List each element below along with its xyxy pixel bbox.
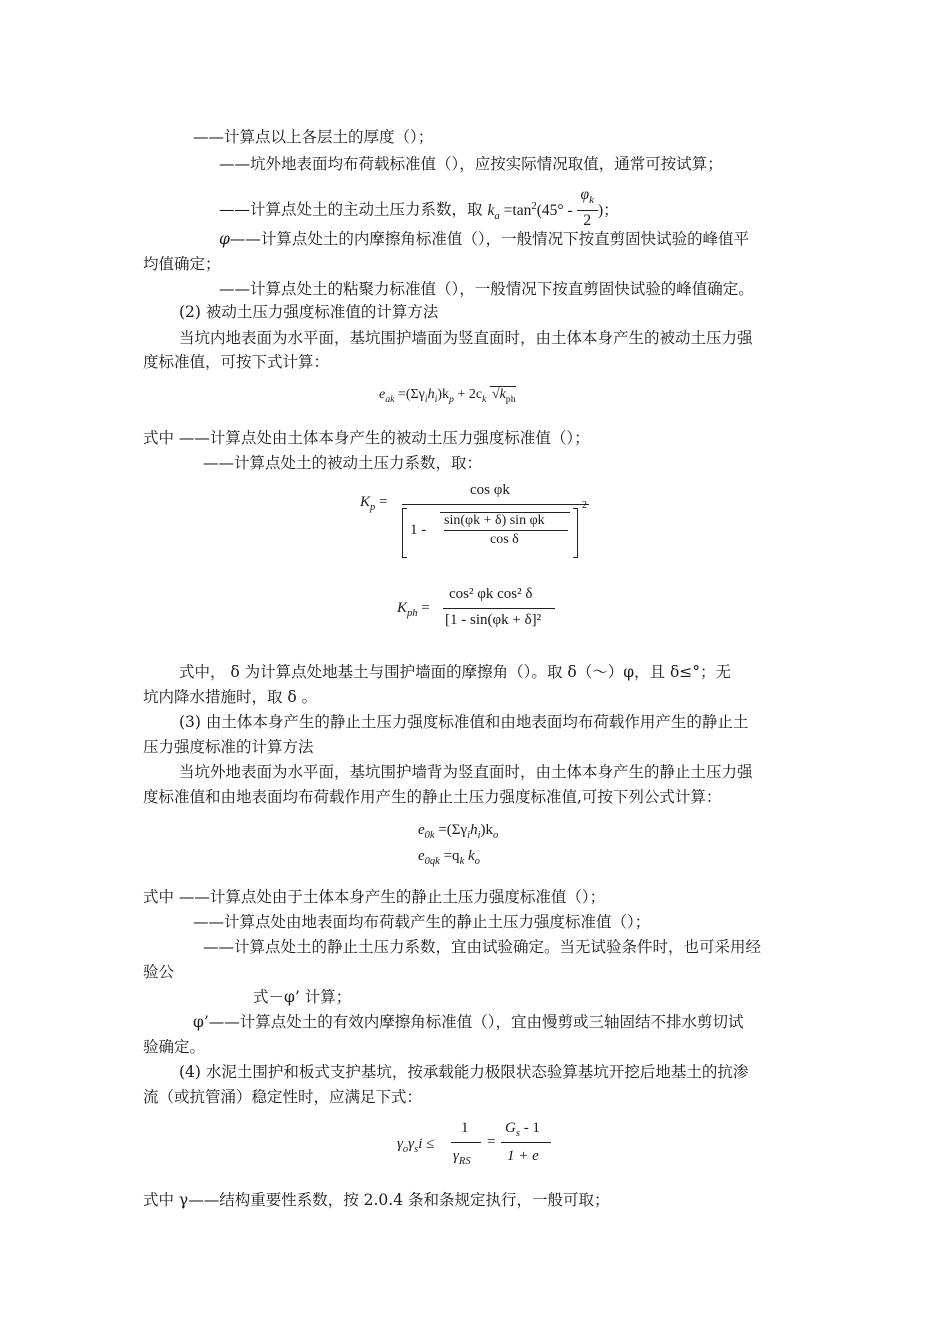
text-line-passive-coeff: ——计算点处土的被动土压力系数，取：	[203, 454, 483, 472]
section-heading-seepage: (4) 水泥土围护和板式支护基坑，按承载能力极限状态验算基坑开挖后地基土的抗渗	[179, 1063, 749, 1081]
phi-num-sub: k	[589, 194, 594, 207]
angle-close: )；	[597, 201, 619, 219]
text-line-atrest-intro-2: 度标准值和由地表面均布荷载作用产生的静止土压力强度标准值,可按下列公式计算：	[143, 788, 722, 806]
section-heading-passive: (2) 被动土压力强度标准值的计算方法	[179, 303, 439, 321]
section-heading-atrest-2: 压力强度标准的计算方法	[143, 738, 314, 756]
phi-den: 2	[583, 212, 592, 230]
tan-sup: 2	[531, 199, 537, 212]
text-line-thickness: ——计算点以上各层土的厚度（）；	[193, 128, 434, 146]
text-line-atrest-intro: 当坑外地表面为水平面，基坑围护墙背为竖直面时，由土体本身产生的静止土压力强	[179, 763, 753, 781]
text-line-atrest-coeff-2: 验公	[143, 963, 175, 981]
active-coeff-text: ——计算点处土的主动土压力系数，取	[219, 200, 483, 219]
text-line-where-atrest: 式中 ——计算点处由于土体本身产生的静止土压力强度标准值（）；	[143, 888, 606, 906]
text-line-passive-intro: 当坑内地表面为水平面，基坑围护墙面为竖直面时，由土体本身产生的被动土压力强	[179, 329, 753, 347]
text-line-passive-intro-2: 度标准值，可按下式计算：	[143, 353, 330, 371]
text-line-delta-2: 坑内降水措施时，取 δ 。	[143, 688, 318, 706]
friction-angle-text: ——计算点处土的内摩擦角标准值（），一般情况下按直剪固快试验的峰值平	[229, 230, 750, 248]
phi-symbol: φ	[219, 230, 230, 248]
text-line-mean-value: 均值确定；	[143, 255, 221, 273]
formula-kph: $K_{ph}$ = cos² φk cos² δ [1 - sin(φk + δ]²	[397, 586, 577, 636]
section-heading-seepage-2: 流（或抗管涌）稳定性时，应满足下式：	[143, 1088, 423, 1106]
text-line-where-passive: 式中 ——计算点处由土体本身产生的被动土压力强度标准值（）；	[143, 429, 590, 447]
ka-sub: a	[494, 209, 500, 222]
text-line-importance-factor: 式中 γ——结构重要性系数，按 2.0.4 条和条规定执行，一般可取；	[143, 1191, 610, 1209]
text-line-friction-angle	[219, 229, 749, 249]
text-line-atrest-coeff: ——计算点处土的静止土压力系数，宜由试验确定。当无试验条件时，也可采用经	[203, 938, 762, 956]
formula-e0qk: $e_{0qk} =q_k$ $k_o$	[418, 848, 480, 867]
text-line-surface-load: ——坑外地表面均布荷载标准值（），应按实际情况取值，通常可按试算；	[219, 155, 723, 173]
section-heading-atrest: (3) 由土体本身产生的静止土压力强度标准值和由地表面均布荷载作用产生的静止土	[179, 713, 749, 731]
phi-num: φ	[580, 186, 590, 203]
formula-e0k: $e_{0k} =(\Sigma\gamma_ih_i)k_o$	[418, 822, 499, 841]
angle-open: (45° -	[536, 201, 573, 219]
formula-seepage: $\gamma_o\gamma_si$ ≤ 1 $\gamma_{RS}$ = $G_s - 1$ 1 + e	[397, 1120, 567, 1170]
text-line-cohesion: ——计算点处土的粘聚力标准值（），一般情况下按直剪固快试验的峰值确定。	[219, 280, 754, 298]
formula-kp: $K_p$ = cos φk 1 - sin(φk + δ) sin φk cos δ 2	[360, 480, 600, 560]
text-line-delta: 式中， δ 为计算点处地基土与围护墙面的摩擦角（）。取 δ（～）φ，且 δ≤°；无	[179, 663, 732, 681]
text-line-surface-atrest: ——计算点处由地表面均布荷载产生的静止土压力强度标准值（）；	[193, 913, 651, 931]
text-line-formula-ref: 式－φ’ 计算；	[253, 988, 352, 1006]
text-line-effective-friction-2: 验确定。	[143, 1038, 206, 1056]
tan-text: =tan	[503, 201, 532, 219]
formula-eak: $e_{ak} =(\Sigma\gamma_ih_i)k_p + 2c_k$ $√k_{ph}$	[379, 387, 516, 405]
text-line-effective-friction: φ’——计算点处土的有效内摩擦角标准值（），宜由慢剪或三轴固结不排水剪切试	[193, 1013, 744, 1031]
phi-half-fraction	[577, 185, 598, 231]
ka-symbol: k	[487, 201, 495, 219]
text-line-active-coeff	[219, 188, 619, 234]
